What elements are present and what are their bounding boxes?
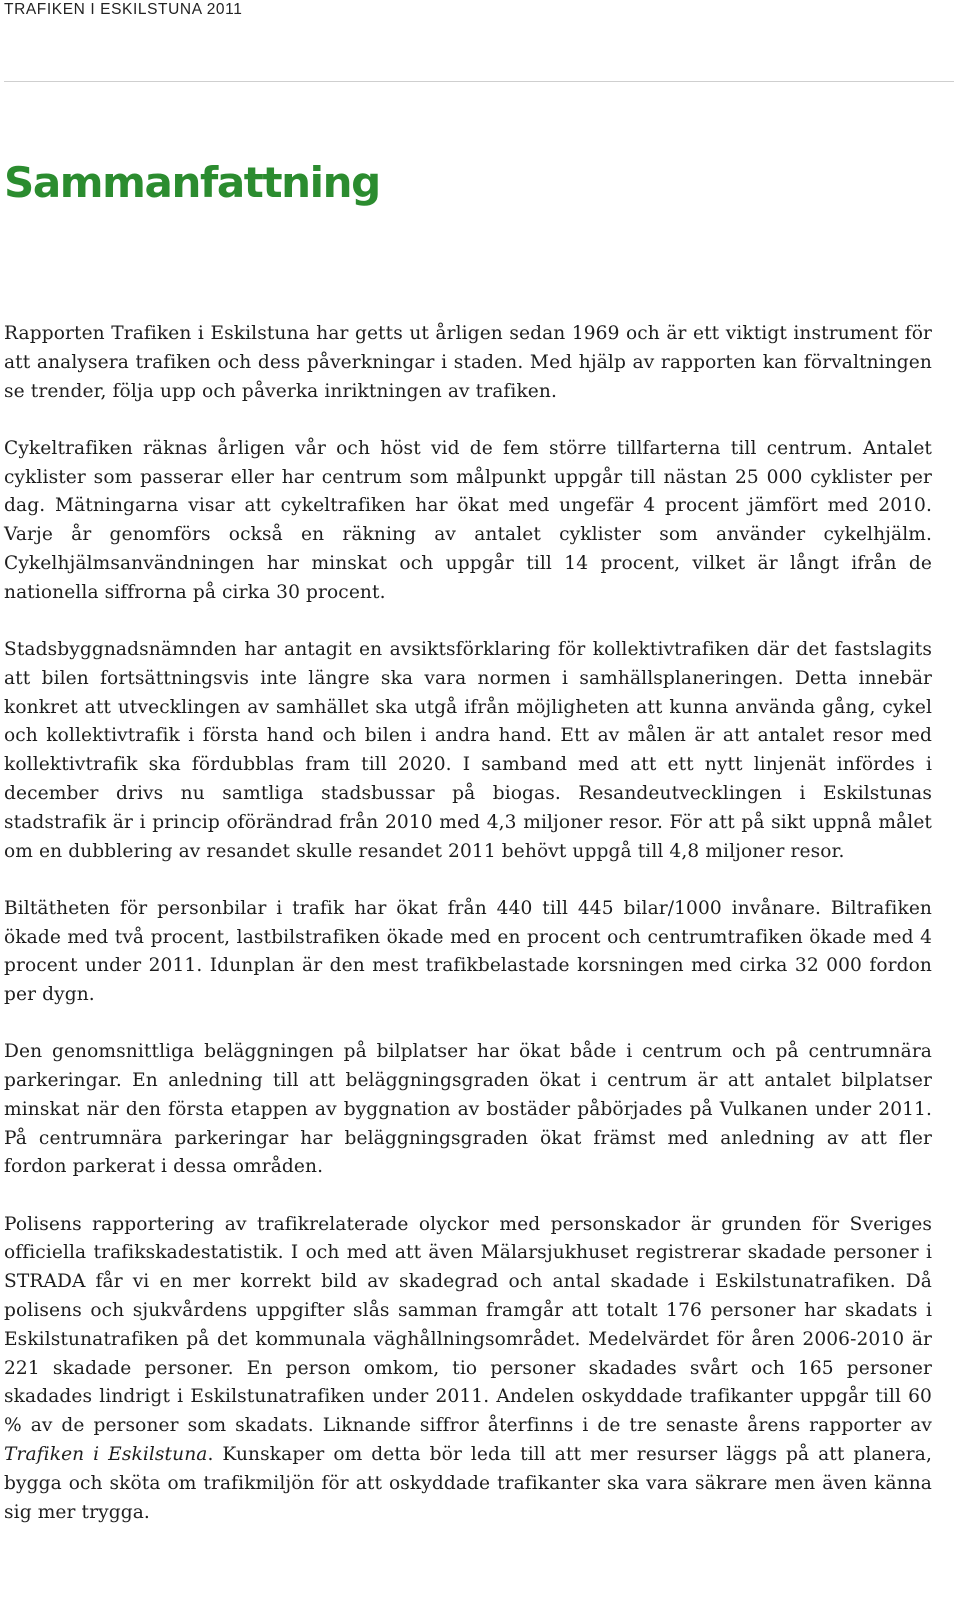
paragraph-public-transport: Stadsbyggnadsnämnden har antagit en avsiktsförklaring för kollektivtrafiken där det fastslagits att bilen fortsättningsvis inte längre ska vara normen i samhällsplaneringen. Detta innebär konkret att utvecklingen av samhället ska utgå ifrån möjligheten att kunna använda gång, cykel och kollektivtrafik i första hand och bilen i andra hand. Ett av målen är att antalet resor med kollektivtrafik ska fördubblas fram till 2020. I samband med att ett nytt linjenät infördes i december drivs nu samtliga stadsbussar på biogas. Resandeutvecklingen i Eskilstunas stadstrafik är i princip oförändrad från 2010 med 4,3 miljoner resor. För att på sikt uppnå målet om en dubblering av resandet skulle resandet 2011 behövt uppgå till 4,8 miljoner resor. bbox=[4, 638, 932, 862]
accidents-text-end: . Kunskaper om detta bör leda till att mer resurser läggs på att planera, bygga och sköta om trafikmiljön för att oskyddade trafikanter ska vara säkrare men även känna sig mer trygga. bbox=[4, 1444, 932, 1523]
accidents-text-start: Polisens rapportering av trafikrelaterade olyckor med personskador är grunden för Sveriges officiella trafikskadestatistik. I och med att även Mälarsjukhuset registrerar skadade personer i STRADA får vi en mer korrekt bild av skadegrad och antal skadade i Eskilstunatrafiken. Då polisens och sjukvårdens uppgifter slås samman framgår att totalt 176 personer har skadats i Eskilstunatrafiken på det kommunala väghållningsområdet. Medelvärdet för åren 2006-2010 är 221 skadade personer. En person omkom, tio personer skadades svårt och 165 personer skadades lindrigt i Eskilstunatrafiken under 2011. Andelen oskyddade trafikanter uppgår till 60 % av de personer som skadats. Liknande siffror återfinns i de tre senaste årens rapporter av bbox=[4, 1213, 932, 1437]
paragraph-car-traffic: Biltätheten för personbilar i trafik har ökat från 440 till 445 bilar/1000 invånare. Biltrafiken ökade med två procent, lastbilstrafiken ökade med en procent och centrumtrafiken ökade med 4 procent under 2011. Idunplan är den mest trafikbelastade korsningen med cirka 32 000 fordon per dygn. bbox=[4, 897, 932, 1006]
paragraph-cycling: Cykeltrafiken räknas årligen vår och höst vid de fem större tillfarterna till centrum. Antalet cyklister som passerar eller har centrum som målpunkt uppgår till nästan 25 000 cyklister per dag. Mätningarna visar att cykeltrafiken har ökat med ungefär 4 procent jämfört med 2010. Varje år genomförs också en räkning av antalet cyklister som använder cykelhjälm. Cykelhjälmsanvändningen har minskat och uppgår till 14 procent, vilket är långt ifrån de nationella siffrorna på cirka 30 procent. bbox=[4, 437, 932, 603]
paragraph-parking: Den genomsnittliga beläggningen på bilplatser har ökat både i centrum och på centrumnära parkeringar. En anledning till att beläggningsgraden ökat i centrum är att antalet bilplatser minskat när den första etappen av byggnation av bostäder påbörjades på Vulkanen under 2011. På centrumnära parkeringar har beläggningsgraden ökat främst med anledning av att fler fordon parkerat i dessa områden. bbox=[4, 1041, 932, 1178]
paragraph-accidents bbox=[4, 1211, 932, 1528]
paragraph-report-intro: Rapporten Trafiken i Eskilstuna har getts ut årligen sedan 1969 och är ett viktigt instrument för att analysera trafiken och dess påverkningar i staden. Med hjälp av rapporten kan förvaltningen se trender, följa upp och påverka inriktningen av trafiken. bbox=[4, 323, 932, 402]
running-header: TRAFIKEN I ESKILSTUNA 2011 bbox=[4, 1, 243, 18]
page-title: Sammanfattning bbox=[4, 158, 380, 207]
report-title-italic: Trafiken i Eskilstuna bbox=[4, 1444, 208, 1466]
header-divider bbox=[4, 81, 954, 82]
summary-body bbox=[4, 320, 932, 1527]
